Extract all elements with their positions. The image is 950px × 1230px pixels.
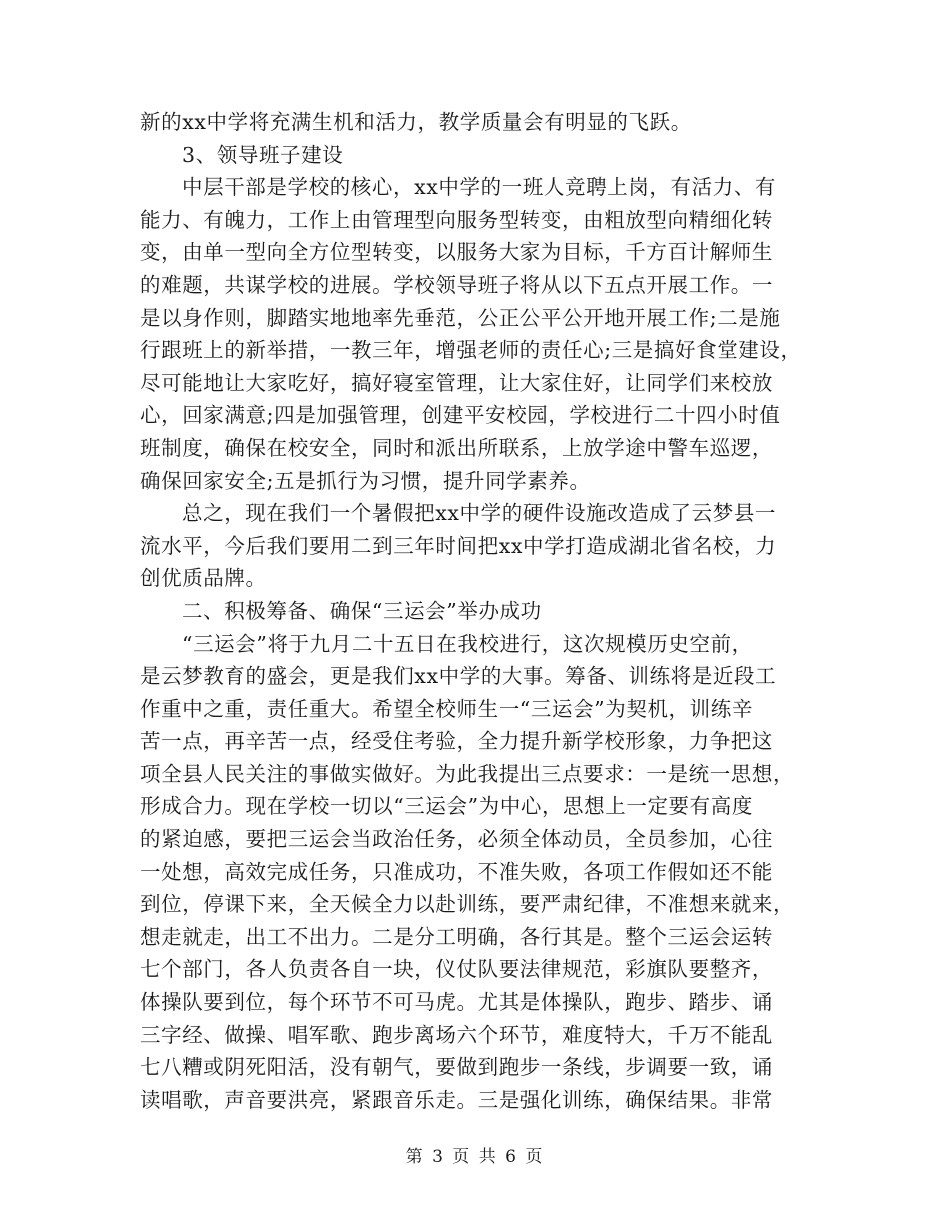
document-body xyxy=(140,106,820,1116)
text-line: “三运会”将于九月二十五日在我校进行，这次规模历史空前， xyxy=(182,631,753,656)
text-line: 尽可能地让大家吃好，搞好寝室管理，让大家住好，让同学们来校放 xyxy=(140,370,773,395)
text-line: 心，回家满意;四是加强管理，创建平安校园，学校进行二十四小时值 xyxy=(140,403,781,428)
text-line: 一处想，高效完成任务，只准成功，不准失败，各项工作假如还不能 xyxy=(140,859,773,884)
text-line: 想走就走，出工不出力。二是分工明确，各行其是。整个三运会运转 xyxy=(140,924,773,949)
text-line: 新的xx中学将充满生机和活力，教学质量会有明显的飞跃。 xyxy=(140,110,692,134)
page-number-footer: 第 3 页 共 6 页 xyxy=(405,1147,545,1167)
text-line: 是云梦教育的盛会，更是我们xx中学的大事。筹备、训练将是近段工 xyxy=(140,664,777,689)
text-line: 形成合力。现在学校一切以“三运会”为中心，思想上一定要有高度 xyxy=(140,794,753,819)
section-heading: 3、领导班子建设 xyxy=(182,142,344,167)
text-line: 能力、有魄力，工作上由管理型向服务型转变，由粗放型向精细化转 xyxy=(140,207,773,232)
text-line: 变，由单一型向全方位型转变，以服务大家为目标，千方百计解师生 xyxy=(140,240,773,265)
text-line: 流水平，今后我们要用二到三年时间把xx中学打造成湖北省名校，力 xyxy=(140,533,777,558)
text-line: 的难题，共谋学校的进展。学校领导班子将从以下五点开展工作。一 xyxy=(140,272,773,297)
text-line: 苦一点，再辛苦一点，经受住考验，全力提升新学校形象，力争把这 xyxy=(140,729,773,754)
text-line: 行跟班上的新举措，一教三年，增强老师的责任心;三是搞好食堂建设， xyxy=(140,338,802,363)
text-line: 中层干部是学校的核心，xx中学的一班人竞聘上岗，有活力、有 xyxy=(182,175,777,200)
text-line: 的紧迫感，要把三运会当政治任务，必须全体动员，全员参加，心往 xyxy=(140,827,773,852)
text-line: 项全县人民关注的事做实做好。为此我提出三点要求：一是统一思想， xyxy=(140,761,795,786)
text-line: 总之，现在我们一个暑假把xx中学的硬件设施改造成了云梦县一 xyxy=(182,501,777,526)
text-line: 体操队要到位，每个环节不可马虎。尤其是体操队，跑步、踏步、诵 xyxy=(140,990,773,1015)
text-line: 七八糟或阴死阳活，没有朝气，要做到跑步一条线，步调要一致，诵 xyxy=(140,1055,773,1080)
text-line: 是以身作则，脚踏实地地率先垂范，公正公平公开地开展工作;二是施 xyxy=(140,305,781,330)
text-line: 班制度，确保在校安全，同时和派出所联系，上放学途中警车巡逻， xyxy=(140,435,773,460)
section-heading: 二、积极筹备、确保“三运会”举办成功 xyxy=(182,598,542,623)
text-line: 作重中之重，责任重大。希望全校师生一“三运会”为契机，训练辛 xyxy=(140,696,753,721)
text-line: 确保回家安全;五是抓行为习惯，提升同学素养。 xyxy=(140,468,591,493)
text-line: 三字经、做操、唱军歌、跑步离场六个环节，难度特大，千万不能乱 xyxy=(140,1022,773,1047)
text-line: 创优质品牌。 xyxy=(140,566,267,591)
text-line: 七个部门，各人负责各自一块，仪仗队要法律规范，彩旗队要整齐， xyxy=(140,957,773,982)
text-line: 到位，停课下来，全天候全力以赴训练，要严肃纪律，不准想来就来， xyxy=(140,892,795,917)
text-line: 读唱歌，声音要洪亮，紧跟音乐走。三是强化训练，确保结果。非常 xyxy=(140,1087,773,1112)
